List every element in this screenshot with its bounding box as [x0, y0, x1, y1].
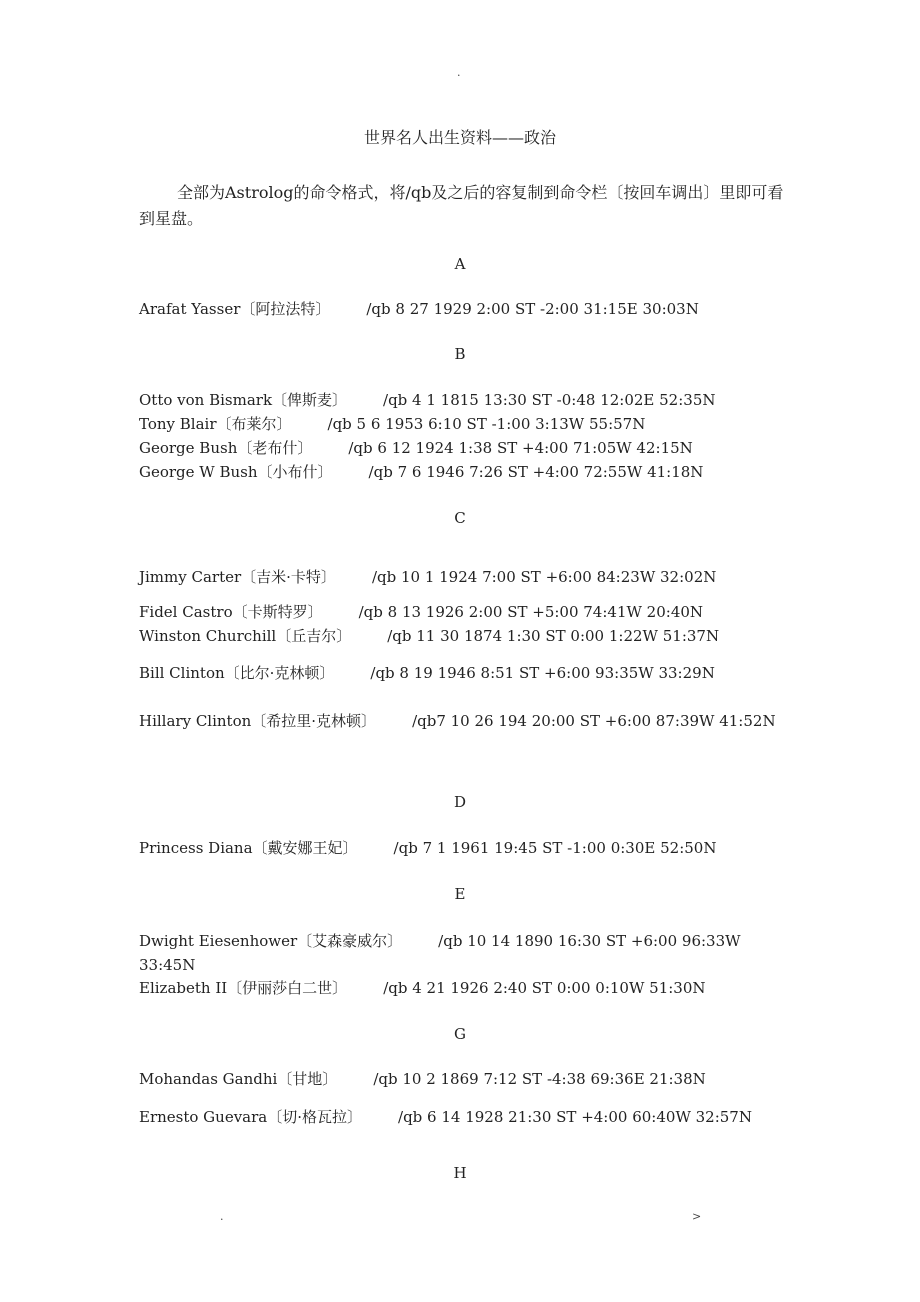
entry-command: /qb 6 12 1924 1:38 ST +4:00 71:05W 42:15N [348, 439, 693, 457]
entry-carter [139, 566, 716, 588]
entry-command: /qb 7 6 1946 7:26 ST +4:00 72:55W 41:18N [368, 463, 704, 481]
entry-command: /qb7 10 26 194 20:00 ST +6:00 87:39W 41:52N [412, 712, 776, 730]
entry-castro [139, 601, 703, 623]
entry-blair [139, 413, 645, 435]
section-letter-g: G [454, 1025, 466, 1043]
entry-command: /qb 8 19 1946 8:51 ST +6:00 93:35W 33:29N [370, 664, 715, 682]
entry-name: Bill Clinton〔比尔·克林顿〕 [139, 664, 335, 682]
entry-name: Mohandas Gandhi〔甘地〕 [139, 1070, 338, 1088]
page-title: 世界名人出生资料——政治 [363, 128, 556, 147]
section-letter-c: C [454, 509, 466, 527]
entry-guevara [139, 1106, 752, 1128]
entry-bush [139, 437, 693, 459]
entry-name: Tony Blair〔布莱尔〕 [139, 415, 292, 433]
section-letter-h: H [453, 1164, 467, 1182]
entry-command: /qb 11 30 1874 1:30 ST 0:00 1:22W 51:37N [387, 627, 720, 645]
entry-command: /qb 10 1 1924 7:00 ST +6:00 84:23W 32:02N [371, 568, 717, 586]
entry-command: /qb 6 14 1928 21:30 ST +4:00 60:40W 32:57N [398, 1108, 752, 1126]
entry-name: George W Bush〔小布什〕 [139, 463, 333, 481]
entry-elizabeth [139, 977, 706, 999]
entry-bush-w [139, 461, 703, 483]
entry-command: /qb 10 2 1869 7:12 ST -4:38 69:36E 21:38N [373, 1070, 706, 1088]
entry-name: Jimmy Carter〔吉米·卡特〕 [139, 568, 336, 586]
entry-name: Winston Churchill〔丘吉尔〕 [139, 627, 352, 645]
entry-command: /qb 4 1 1815 13:30 ST -0:48 12:02E 52:35N [383, 391, 716, 409]
section-letter-a: A [454, 255, 466, 273]
entry-name: Ernesto Guevara〔切·格瓦拉〕 [139, 1108, 363, 1126]
entry-command: /qb 4 21 1926 2:40 ST 0:00 0:10W 51:30N [383, 979, 706, 997]
entry-name: Fidel Castro〔卡斯特罗〕 [139, 603, 323, 621]
entry-command: /qb 10 14 1890 16:30 ST +6:00 96:33W 33:45N [139, 932, 741, 974]
page-bottom-right-mark: > [692, 1210, 702, 1223]
section-letter-b: B [454, 345, 466, 363]
intro-paragraph: 全部为Astrolog的命令格式，将/qb及之后的容复制到命令栏〔按回车调出〕里即可看到星盘。 [139, 183, 784, 228]
entry-bismark [139, 389, 716, 411]
entry-diana [139, 837, 716, 859]
entry-name: Arafat Yasser〔阿拉法特〕 [139, 300, 331, 318]
page-bottom-left-mark: . [220, 1210, 224, 1223]
entry-hillary-clinton [139, 704, 794, 738]
entry-bill-clinton [139, 662, 715, 684]
entry-arafat [139, 298, 699, 320]
entry-gandhi [139, 1068, 706, 1090]
section-letter-d: D [453, 793, 467, 811]
entry-eisenhower [139, 929, 794, 977]
entry-name: George Bush〔老布什〕 [139, 439, 313, 457]
entry-churchill [139, 625, 719, 647]
entry-command: /qb 7 1 1961 19:45 ST -1:00 0:30E 52:50N [393, 839, 717, 857]
entry-command: /qb 5 6 1953 6:10 ST -1:00 3:13W 55:57N [327, 415, 646, 433]
entry-command: /qb 8 27 1929 2:00 ST -2:00 31:15E 30:03N [366, 300, 699, 318]
entry-name: Princess Diana〔戴安娜王妃〕 [139, 839, 358, 857]
entry-name: Elizabeth II〔伊丽莎白二世〕 [139, 979, 348, 997]
entry-command: /qb 8 13 1926 2:00 ST +5:00 74:41W 20:40N [358, 603, 704, 621]
section-letter-e: E [454, 885, 466, 903]
entry-name: Hillary Clinton〔希拉里·克林顿〕 [139, 712, 377, 730]
entry-name: Dwight Eiesenhower〔艾森豪威尔〕 [139, 932, 403, 950]
entry-name: Otto von Bismark〔俾斯麦〕 [139, 391, 348, 409]
page-top-mark: . [457, 66, 461, 79]
